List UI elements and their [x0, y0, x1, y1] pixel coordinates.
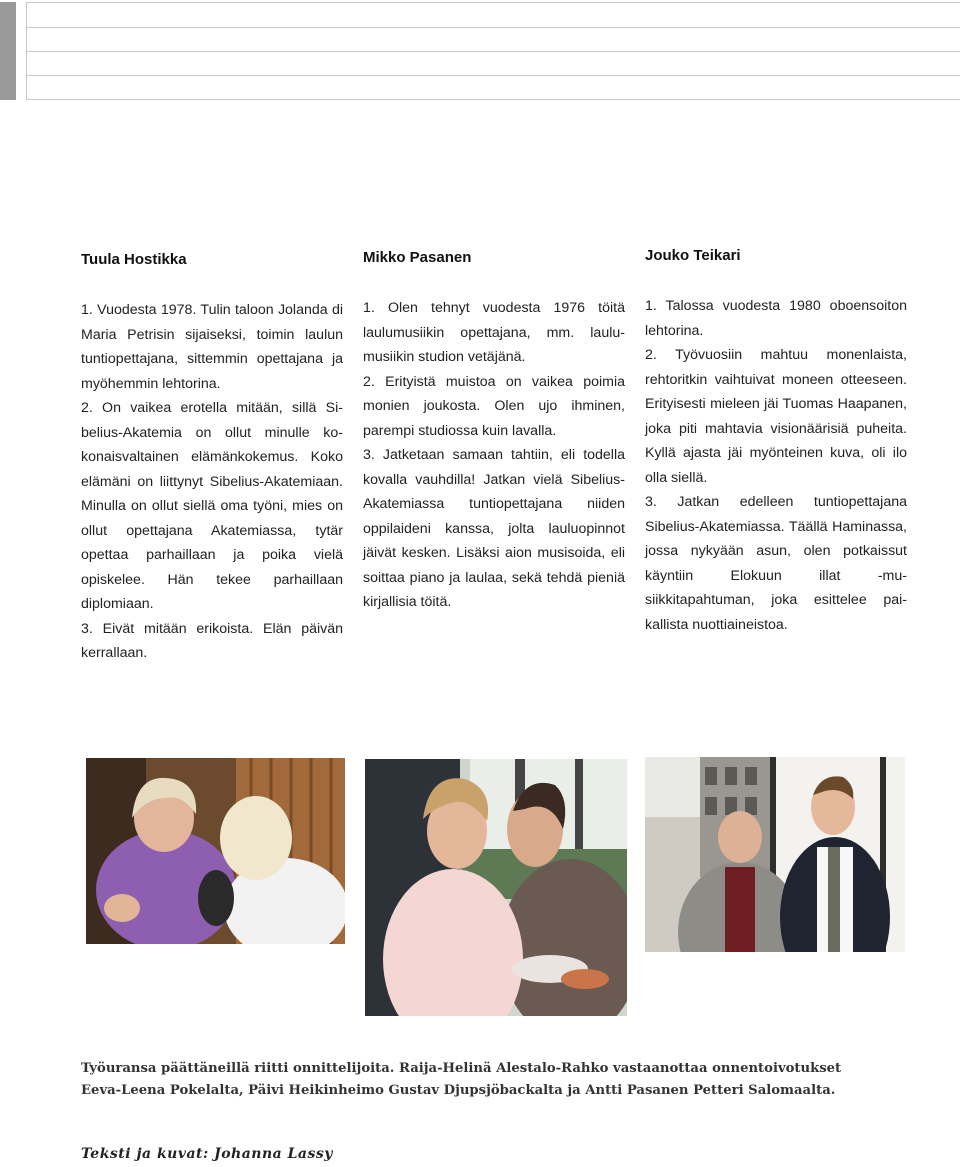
header-line — [26, 51, 960, 52]
header-rule — [0, 0, 960, 102]
header-line — [26, 2, 960, 3]
photo-embrace — [86, 758, 345, 944]
column-jouko-teikari — [645, 246, 907, 637]
header-accent-bar — [0, 2, 16, 100]
column-body — [645, 294, 907, 637]
answer-paragraph: 1. Olen tehnyt vuodesta 1976 töitä laulumusiikin opettajana, mm. laulumusiikin studion vetäjänä. — [363, 300, 625, 365]
answer-paragraph: 3. Jatkan edelleen tuntiopettajana Sibelius-Akatemiassa. Täällä Haminassa, jossa nykyään asun, olen potkaissut käyntiin Elokuun illat -musiikkitapahtuman, joka esittelee paikallista nuottiaineistoa. — [645, 494, 907, 633]
credit-line: Teksti ja kuvat: Johanna Lassy — [81, 1146, 333, 1162]
column-mikko-pasanen — [363, 248, 625, 615]
answer-paragraph: 1. Talossa vuodesta 1980 oboensoiton lehtorina. — [645, 298, 907, 339]
person-name: Mikko Pasanen — [363, 249, 472, 266]
answer-paragraph: 3. Eivät mitään erikoista. Elän päivän kerrallaan. — [81, 620, 343, 661]
column-body — [81, 298, 343, 666]
header-line — [26, 75, 960, 76]
photo-two-men — [645, 757, 905, 952]
answer-paragraph: 3. Jatketaan samaan tahtiin, eli todella kovalla vauhdilla! Jatkan vielä Sibelius-Akatemiassa tuntiopettajana niiden oppilaideni kanssa, jolta lauluopinnot jäivät kesken. Lisäksi aion musisoida, eli soittaa piano ja laulaa, sekä tehdä pieniä kirjallisia töitä. — [363, 447, 625, 610]
answer-paragraph: 1. Vuodesta 1978. Tulin taloon Jolanda di Maria Petrisin sijaiseksi, toimin laulun tuntiopettajana, sittemmin opettajana ja myöhemmin lehtorina. — [81, 302, 343, 392]
header-line — [26, 27, 960, 28]
photo-caption: Työuransa päättäneillä riitti onnittelijoita. Raija-Helinä Alestalo-Rahko vastaanottaa onnentoivotukset Eeva-Leena Pokelalta, Päivi Heikinheimo Gustav Djupsjöbackalta ja Antti Pasanen Petteri Salomaalta. — [81, 1061, 842, 1098]
header-line — [26, 99, 960, 100]
person-name: Tuula Hostikka — [81, 251, 187, 268]
column-tuula-hostikka — [81, 250, 343, 666]
answer-paragraph: 2. Erityistä muistoa on vaikea poimia monien joukosta. Olen ujo ihminen, parempi studiossa kuin lavalla. — [363, 373, 625, 439]
answer-paragraph: 2. Työvuosiin mahtuu monenlaista, rehtoritkin vaihtuivat moneen otteeseen. Erityisesti mieleen jäi Tuomas Haapanen, joka piti mahtavia visionäärisiä puheita. Kyllä ajasta jäi myönteinen kuva, oli ilo olla siellä. — [645, 347, 907, 486]
answer-paragraph: 2. On vaikea erotella mitään, sillä Sibelius-Akatemia on ollut minulle kokonaisvaltainen elämänkokemus. Koko elämäni on liittynyt Sibelius-Akatemiaan. Minulla on ollut siellä oma työni, mies on ollut opettajana Akatemiassa, tytär opettaa parhaillaan ja poika vielä opiskelee. Hän tekee parhaillaan diplomiaan. — [81, 400, 343, 612]
person-name: Jouko Teikari — [645, 247, 741, 264]
photo-kiss — [365, 759, 627, 1016]
column-body — [363, 296, 625, 615]
